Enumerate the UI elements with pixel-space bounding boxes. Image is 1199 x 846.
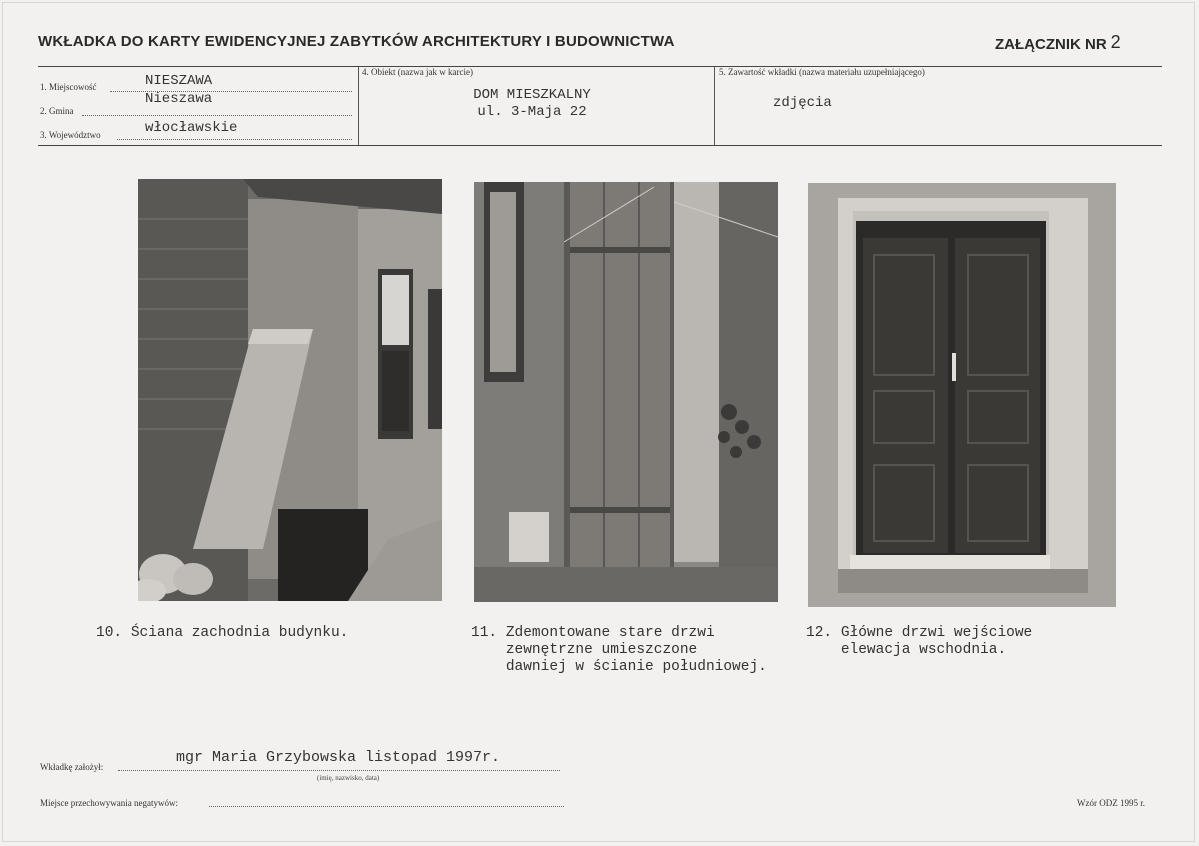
object-label: 4. Obiekt (nazwa jak w karcie) (362, 67, 473, 77)
content-label: 5. Zawartość wkładki (nazwa materiału uzupełniającego) (719, 67, 925, 77)
caption-11-number: 11. (471, 625, 498, 641)
annex-number: 2 (1110, 32, 1121, 52)
commune-label: 2. Gmina (40, 106, 74, 116)
caption-11-text: Zdemontowane stare drzwi zewnętrzne umieszczone dawniej w ścianie południowej. (505, 625, 767, 675)
form-top-line (38, 66, 1162, 67)
author-label: Wkładkę założył: (40, 762, 104, 772)
author-dots (118, 770, 560, 771)
object-line-2: ul. 3-Maja 22 (477, 104, 587, 120)
commune-dots (82, 115, 352, 116)
caption-10-number: 10. (96, 625, 123, 641)
province-dots (117, 139, 352, 140)
main-door-photo (808, 183, 1116, 607)
province-label: 3. Województwo (40, 130, 101, 140)
caption-10-text: Ściana zachodnia budynku. (130, 625, 349, 641)
author-hint: (imię, nazwisko, data) (317, 774, 380, 782)
commune-value: Nieszawa (145, 91, 213, 107)
form-bottom-line (38, 145, 1162, 146)
form-divider-2 (714, 66, 715, 146)
form-divider-1 (358, 66, 359, 146)
west-wall-photo (138, 179, 442, 601)
annex-label-text: ZAŁĄCZNIK NR (995, 36, 1107, 53)
caption-12 (806, 625, 1032, 659)
author-value: mgr Maria Grzybowska listopad 1997r. (176, 749, 501, 766)
caption-11 (471, 625, 767, 676)
content-value: zdjęcia (773, 95, 832, 111)
annex-label (995, 33, 1121, 54)
storage-dots (209, 806, 564, 807)
storage-label: Miejsce przechowywania negatywów: (40, 798, 178, 808)
old-door-photo (474, 182, 778, 602)
object-line-1: DOM MIESZKALNY (473, 87, 591, 103)
form-title: WKŁADKA DO KARTY EWIDENCYJNEJ ZABYTKÓW ARCHITEKTURY I BUDOWNICTWA (38, 33, 675, 50)
caption-12-number: 12. (806, 625, 833, 641)
locality-label: 1. Miejscowość (40, 82, 97, 92)
locality-value: NIESZAWA (145, 73, 213, 89)
caption-10 (96, 625, 348, 642)
caption-12-text: Główne drzwi wejściowe elewacja wschodnia. (840, 625, 1033, 658)
form-code: Wzór ODZ 1995 r. (1077, 798, 1145, 808)
province-value: włocławskie (145, 120, 238, 136)
